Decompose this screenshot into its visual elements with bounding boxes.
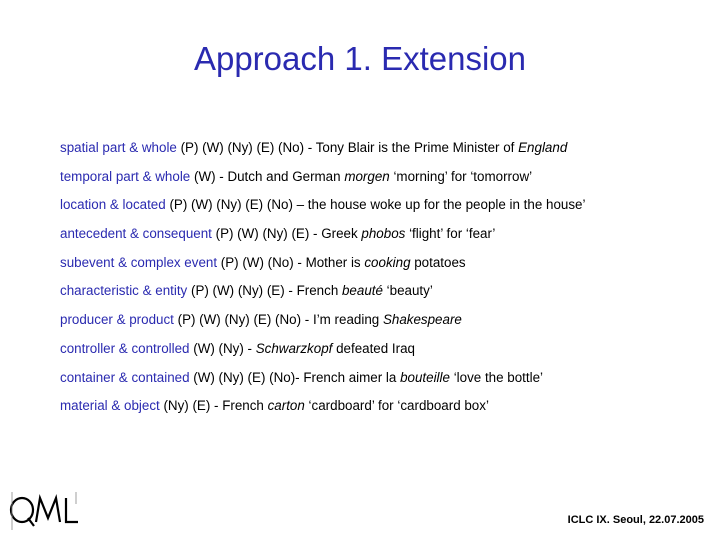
relation-name: controller & controlled — [60, 340, 190, 356]
relation-row — [60, 364, 710, 393]
relation-example-text: ‘love the bottle’ — [449, 369, 544, 385]
example-word: England — [518, 140, 568, 155]
relation-example-text: ‘morning’ for ‘tomorrow’ — [389, 168, 533, 184]
example-word: Schwarzkopf — [255, 340, 333, 356]
example-word: carton — [267, 398, 305, 414]
relation-example-text: (P) (W) (Ny) (E) (No) - I’m reading — [173, 312, 383, 328]
relation-name: container & contained — [60, 369, 190, 385]
relation-example-text: (W) (Ny) (E) (No)- French aimer la — [189, 369, 401, 385]
relation-example-text: (Ny) (E) - French — [159, 398, 268, 414]
example-word: bouteille — [400, 369, 450, 385]
relation-example-text: ‘cardboard’ for ‘cardboard box’ — [304, 398, 489, 414]
relation-name: material & object — [60, 398, 160, 414]
relation-example-text: ‘flight’ for ‘fear’ — [405, 226, 496, 242]
relation-example-text: (W) - Dutch and German — [190, 168, 345, 184]
example-word: beauté — [341, 283, 383, 299]
relation-example-text: (P) (W) (Ny) (E) - French — [187, 283, 342, 299]
relation-name: producer & product — [60, 312, 174, 328]
relation-row — [60, 191, 710, 220]
example-word: Shakespeare — [382, 312, 462, 328]
relation-example-text: defeated Iraq — [332, 340, 415, 356]
qml-logo — [6, 490, 80, 532]
example-word: phobos — [361, 226, 406, 242]
relation-example-text: (P) (W) (Ny) (E) (No) – the house woke up for the people in the house’ — [165, 197, 586, 213]
relation-row — [60, 392, 710, 421]
slide-title: Approach 1. Extension — [193, 40, 527, 77]
relation-row — [60, 335, 710, 364]
relation-example-text: (W) (Ny) - — [189, 340, 256, 356]
relation-example-text: (P) (W) (No) - Mother is — [217, 254, 365, 270]
relation-name: location & located — [60, 197, 166, 213]
example-word: morgen — [344, 168, 390, 184]
relation-name: characteristic & entity — [60, 283, 188, 299]
example-word: cooking — [364, 254, 411, 270]
relation-row — [60, 220, 710, 249]
relation-row — [60, 306, 710, 335]
relation-name: spatial part & whole — [60, 140, 177, 155]
relation-name: subevent & complex event — [60, 254, 218, 270]
relation-name: temporal part & whole — [60, 168, 191, 184]
relation-row — [60, 277, 710, 306]
relation-example-text: ‘beauty’ — [382, 283, 433, 299]
relation-list — [60, 134, 710, 421]
relation-row — [60, 134, 710, 163]
footer-conference: ICLC IX. Seoul, 22.07.2005 — [567, 514, 704, 526]
relation-example-text: (P) (W) (Ny) (E) - Greek — [211, 226, 362, 242]
relation-example-text: (P) (W) (Ny) (E) (No) - Tony Blair is the Prime Minister of — [176, 140, 519, 155]
relation-name: antecedent & consequent — [60, 226, 212, 242]
relation-row — [60, 249, 710, 278]
relation-example-text: potatoes — [410, 254, 466, 270]
relation-row — [60, 163, 710, 192]
